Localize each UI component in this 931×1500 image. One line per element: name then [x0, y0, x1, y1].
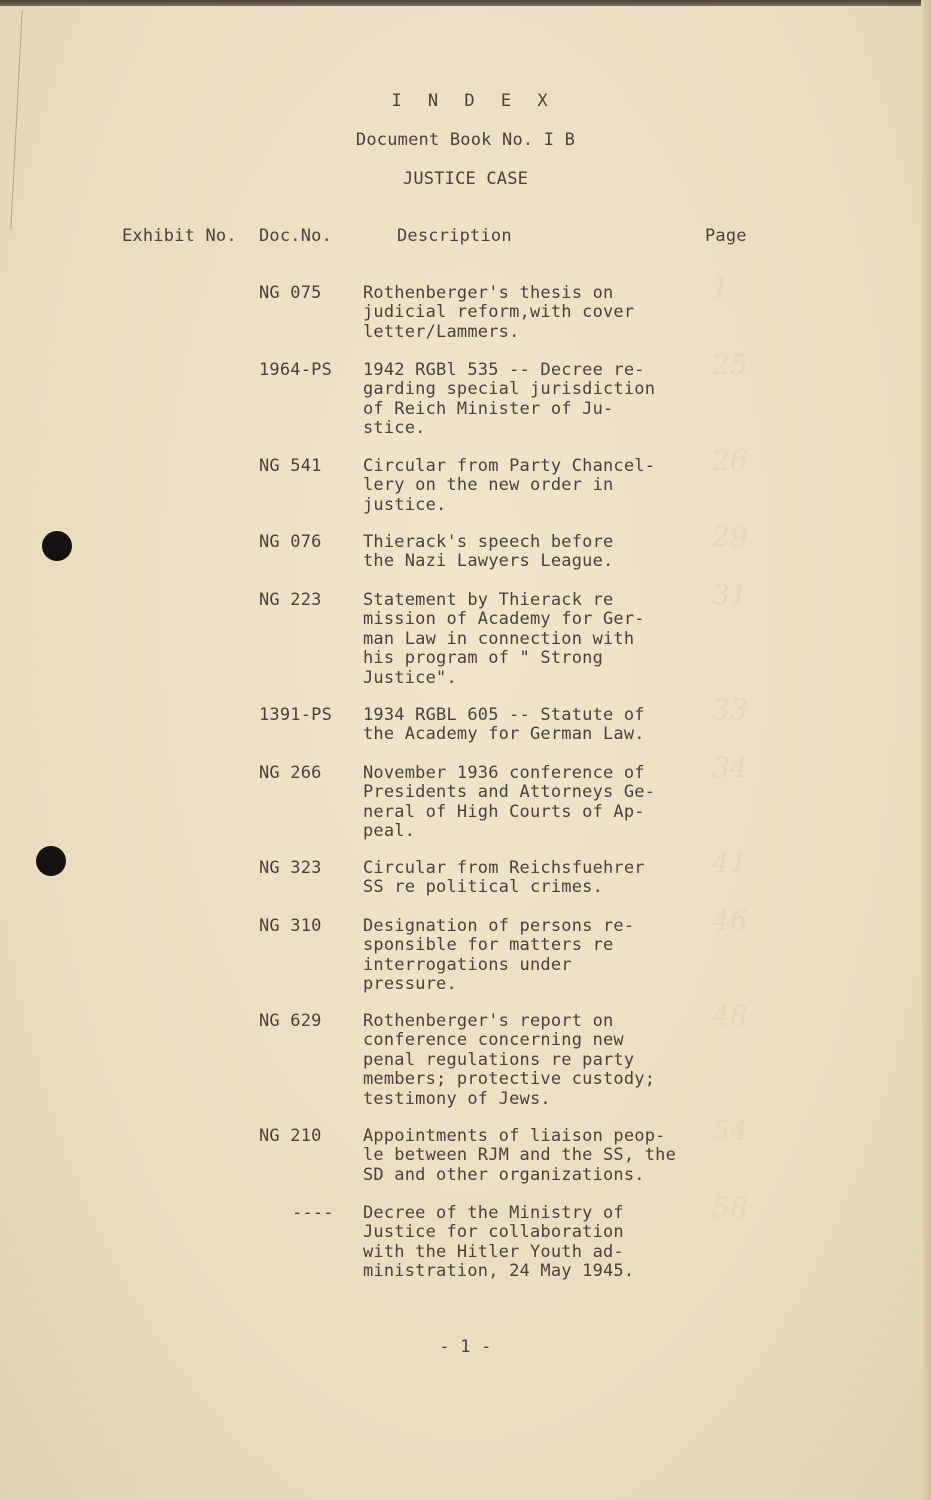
column-header-description: Description — [397, 226, 512, 246]
entry-description-line: members; protective custody; — [363, 1069, 656, 1090]
entry-doc-number: NG 629 — [259, 1011, 322, 1031]
entry-description-line: Statement by Thierack re — [363, 590, 614, 610]
entry-description-line: Circular from Party Chancel- — [363, 456, 656, 476]
entry-description-line: neral of High Courts of Ap- — [363, 801, 645, 822]
entry-description-line: 1942 RGBl 535 -- Decree re- — [363, 360, 645, 380]
entry-description-line: Justice". — [363, 667, 457, 688]
entry-doc-number: 1964-PS — [259, 360, 333, 380]
entry-page-number: 41 — [712, 846, 749, 879]
entry-page-number: 31 — [712, 578, 749, 611]
entry-description-line: interrogations under — [363, 954, 572, 975]
page-number: - 1 - — [439, 1337, 492, 1357]
entry-description-line: penal regulations re party — [363, 1049, 635, 1070]
entry-description-line: conference concerning new — [363, 1030, 624, 1051]
entry-description-line: 1934 RGBL 605 -- Statute of — [363, 705, 645, 725]
entry-page-number: 1 — [712, 271, 731, 304]
entry-page-number: 33 — [712, 693, 749, 726]
entry-doc-number: NG 210 — [259, 1126, 322, 1146]
entry-description-line: Appointments of liaison peop- — [363, 1126, 666, 1146]
entry-description-line: man Law in connection with — [363, 628, 635, 649]
entry-doc-number: NG 323 — [259, 858, 322, 878]
entry-description-line: judicial reform,with cover — [363, 302, 635, 323]
entry-description — [363, 764, 723, 842]
entry-description — [363, 1127, 723, 1185]
entry-doc-number: NG 076 — [259, 532, 322, 552]
column-header-doc-no: Doc.No. — [259, 226, 333, 246]
entry-doc-number: NG 541 — [259, 456, 322, 476]
entry-doc-number: NG 310 — [259, 916, 322, 936]
entry-page-number: 34 — [712, 751, 749, 784]
entry-description-line: letter/Lammers. — [363, 321, 520, 342]
entry-description-line: justice. — [363, 494, 447, 515]
index-title: I N D E X — [391, 91, 556, 111]
page-left-crease — [10, 10, 23, 230]
entry-description — [363, 859, 723, 898]
entry-description-line: garding special jurisdiction — [363, 379, 656, 400]
entry-doc-number: NG 266 — [259, 763, 322, 783]
column-header-page: Page — [705, 226, 747, 246]
page-top-edge — [0, 0, 931, 6]
entry-doc-number: 1391-PS — [259, 705, 333, 725]
entry-description-line: the Nazi Lawyers League. — [363, 551, 614, 572]
entry-description-line: stice. — [363, 418, 426, 439]
entry-description — [363, 917, 723, 995]
case-name: JUSTICE CASE — [402, 169, 529, 189]
entry-description-line: peal. — [363, 821, 416, 842]
entry-description-line: Circular from Reichsfuehrer — [363, 858, 645, 878]
page-right-edge — [921, 0, 931, 1500]
entry-description-line: the Academy for German Law. — [363, 724, 645, 745]
entry-description — [363, 706, 723, 745]
entry-description-line: Justice for collaboration — [363, 1222, 624, 1243]
entry-page-number: 29 — [712, 520, 749, 553]
entry-description-line: Designation of persons re- — [363, 916, 635, 936]
entry-description-line: Presidents and Attorneys Ge- — [363, 782, 656, 803]
punch-hole — [42, 531, 72, 561]
entry-description-line: ministration, 24 May 1945. — [363, 1261, 635, 1282]
entry-description — [363, 533, 723, 572]
entry-description-line: his program of " Strong — [363, 648, 604, 669]
entry-description-line: sponsible for matters re — [363, 935, 614, 956]
entry-page-number: 58 — [712, 1191, 749, 1224]
entry-description-line: Rothenberger's report on — [363, 1011, 614, 1031]
entry-page-number: 54 — [712, 1114, 749, 1147]
entry-description-line: SS re political crimes. — [363, 877, 604, 898]
column-header-exhibit: Exhibit No. — [122, 226, 237, 246]
entry-description-line: Thierack's speech before — [363, 532, 614, 552]
entry-description — [363, 361, 723, 439]
entry-description-line: mission of Academy for Ger- — [363, 609, 645, 630]
entry-description — [363, 591, 723, 688]
entry-page-number: 25 — [712, 348, 749, 381]
entry-description-line: lery on the new order in — [363, 475, 614, 496]
entry-page-number: 26 — [712, 444, 749, 477]
document-book-number: Document Book No. I B — [355, 130, 576, 150]
entry-description — [363, 1012, 723, 1109]
entry-page-number: 48 — [712, 999, 749, 1032]
entry-description — [363, 457, 723, 515]
entry-description-line: pressure. — [363, 974, 457, 995]
entry-doc-number: ---- — [292, 1203, 334, 1223]
punch-hole — [36, 846, 66, 876]
entry-description-line: le between RJM and the SS, the — [363, 1145, 677, 1166]
entry-description-line: of Reich Minister of Ju- — [363, 398, 614, 419]
entry-description-line: November 1936 conference of — [363, 763, 645, 783]
entry-doc-number: NG 075 — [259, 283, 322, 303]
entry-page-number: 46 — [712, 904, 749, 937]
entry-description-line: with the Hitler Youth ad- — [363, 1241, 624, 1262]
entry-doc-number: NG 223 — [259, 590, 322, 610]
entry-description — [363, 284, 723, 342]
entry-description-line: Rothenberger's thesis on — [363, 283, 614, 303]
entry-description-line: Decree of the Ministry of — [363, 1203, 624, 1223]
entry-description-line: testimony of Jews. — [363, 1088, 551, 1109]
entry-description-line: SD and other organizations. — [363, 1164, 645, 1185]
entry-description — [363, 1204, 723, 1282]
